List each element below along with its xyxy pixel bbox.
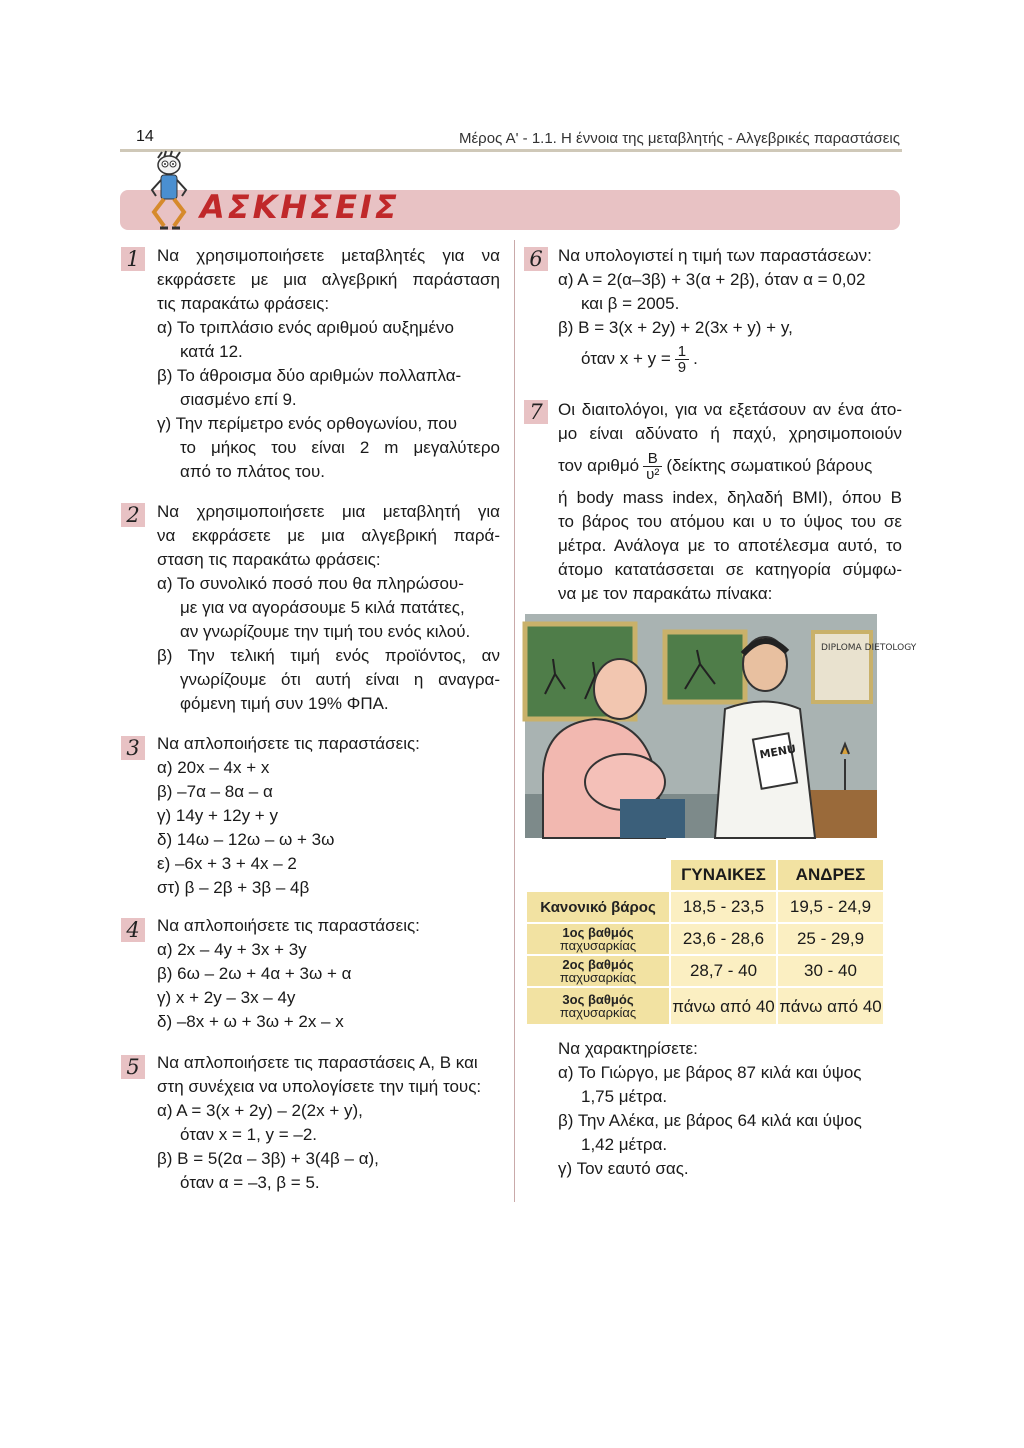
women-value: πάνω από 40 <box>671 988 776 1024</box>
text-line: με για να αγοράσουμε 5 κιλά πατάτες, <box>180 598 465 617</box>
exercise-number: 7 <box>524 400 548 424</box>
row-label <box>527 956 669 986</box>
table-row <box>527 892 883 922</box>
condition-end: . <box>693 349 698 368</box>
text-line: γ) Την περίμετρο ενός ορθογωνίου, που <box>157 414 458 433</box>
text-line: β) Την Αλέκα, με βάρος 64 κιλά και ύψος <box>558 1111 862 1130</box>
women-value: 18,5 - 23,5 <box>671 892 776 922</box>
text-line: αν γνωρίζουμε την τιμή του ενός κιλού. <box>180 622 471 641</box>
table-header-row <box>527 860 883 890</box>
fraction-numerator: Β <box>643 451 662 467</box>
bmi-fraction <box>643 451 662 482</box>
exercise-1 <box>157 244 500 484</box>
text-line: γνωρίζουμε ότι αυτή είναι η αναγρα- <box>180 670 500 689</box>
exercise-2 <box>157 500 500 716</box>
exercise-number: 5 <box>121 1055 145 1079</box>
fraction-denominator: 9 <box>677 359 687 377</box>
text-line: β) Την τελική τιμή ενός προϊόντος, αν <box>157 646 500 665</box>
text-line: γ) x + 2y – 3x – 4y <box>157 988 296 1007</box>
exercise-4 <box>157 914 500 1034</box>
cartoon-illustration <box>525 614 917 838</box>
text-line: 1,75 μέτρα. <box>581 1087 668 1106</box>
row-label-sub: παχυσαρκίας <box>559 970 637 985</box>
text-line: τις παρακάτω φράσεις: <box>157 294 330 313</box>
text-line: μέτρα. Ανάλογα με το αποτέλεσμα αυτό, το <box>558 536 902 555</box>
text-line: τον αριθμό <box>558 456 640 475</box>
exercise-7-questions <box>558 1037 902 1181</box>
exercise-3 <box>157 732 500 900</box>
text-line: α) Το συνολικό ποσό που θα πληρώσου- <box>157 574 464 593</box>
running-header-title: Μέρος Α' - 1.1. Η έννοια της μεταβλητής - Αλγεβρικές παραστάσεις <box>459 130 900 147</box>
text-line: β) Β = 3(x + 2y) + 2(3x + y) + y, <box>558 318 793 337</box>
bmi-table <box>525 858 885 1026</box>
table-row <box>527 924 883 954</box>
text-line: όταν α = –3, β = 5. <box>180 1173 320 1192</box>
men-value: 19,5 - 24,9 <box>778 892 883 922</box>
text-line: α) Α = 2(α–3β) + 3(α + 2β), όταν α = 0,02 <box>558 270 866 289</box>
text-line: όταν x = 1, y = –2. <box>180 1125 318 1144</box>
text-line: Να χρησιμοποιήσετε μια μεταβλητή για <box>157 502 500 521</box>
text-line: β) Το άθροισμα δύο αριθμών πολλαπλα- <box>157 366 462 385</box>
men-value: πάνω από 40 <box>778 988 883 1024</box>
menu-text: MENU <box>758 742 797 762</box>
header-divider <box>120 149 902 152</box>
exercise-6 <box>558 244 902 378</box>
condition-text: όταν x + y = <box>581 349 671 368</box>
text-line: στ) β – 2β + 3β – 4β <box>157 878 310 897</box>
text-line: β) 6ω – 2ω + 4α + 3ω + α <box>157 964 352 983</box>
text-line: σταση τις παρακάτω φράσεις: <box>157 550 381 569</box>
row-label-sub: παχυσαρκίας <box>559 1005 637 1020</box>
text-line: ε) –6x + 3 + 4x – 2 <box>157 854 297 873</box>
text-line: κατά 12. <box>180 342 243 361</box>
text-line: β) Β = 5(2α – 3β) + 3(4β – α), <box>157 1149 379 1168</box>
text-line: Να απλοποιήσετε τις παραστάσεις: <box>157 734 420 753</box>
condition-line <box>558 340 902 378</box>
text-line: α) Α = 3(x + 2y) – 2(2x + y), <box>157 1101 363 1120</box>
mascot-figure-icon <box>144 150 196 232</box>
row-label-main: 1ος βαθμός <box>562 925 634 940</box>
column-divider <box>514 240 515 1202</box>
dietitian-cartoon <box>525 614 917 838</box>
exercise-number: 1 <box>121 247 145 271</box>
row-label <box>527 988 669 1024</box>
exercises-title: ΑΣΚΗΣΕΙΣ <box>200 188 400 226</box>
diploma-text: DIPLOMA DIETOLOGY <box>821 643 917 653</box>
text-line: από το πλάτος του. <box>180 462 325 481</box>
text-line: φόμενη τιμή συν 19% ΦΠΑ. <box>180 694 389 713</box>
exercise-number: 2 <box>121 503 145 527</box>
women-value: 28,7 - 40 <box>671 956 776 986</box>
table-row <box>527 956 883 986</box>
text-line: να με τον παρακάτω πίνακα: <box>558 584 773 603</box>
text-line: α) Το Γιώργο, με βάρος 87 κιλά και ύψος <box>558 1063 862 1082</box>
row-label-main: 3ος βαθμός <box>562 992 634 1007</box>
text-line: το βάρος του ατόμου και υ το ύψος του σε <box>558 512 902 531</box>
text-line: γ) Τον εαυτό σας. <box>558 1159 689 1178</box>
text-line: μο είναι αδύνατο ή παχύ, χρησιμοποιούν <box>558 424 902 443</box>
text-line: εκφράσετε με μια αλγεβρική παράσταση <box>157 270 500 289</box>
text-line: (δείκτης σωματικού βάρους <box>666 456 873 475</box>
row-label-sub: παχυσαρκίας <box>559 938 637 953</box>
text-line: α) 2x – 4y + 3x + 3y <box>157 940 307 959</box>
column-header-men: ΑΝΔΡΕΣ <box>778 860 883 890</box>
text-line: α) Το τριπλάσιο ενός αριθμού αυξημένο <box>157 318 454 337</box>
text-line: και β = 2005. <box>581 294 680 313</box>
exercise-5 <box>157 1051 500 1195</box>
exercise-number: 6 <box>524 247 548 271</box>
text-line: Να απλοποιήσετε τις παραστάσεις: <box>157 916 420 935</box>
text-line: 1,42 μέτρα. <box>581 1135 668 1154</box>
text-line: β) –7α – 8α – α <box>157 782 273 801</box>
text-line: το μήκος του είναι 2 m μεγαλύτερο <box>180 438 500 457</box>
exercise-7 <box>558 398 902 606</box>
table-row <box>527 988 883 1024</box>
page-number: 14 <box>136 128 154 145</box>
row-label: Κανονικό βάρος <box>527 892 669 922</box>
men-value: 25 - 29,9 <box>778 924 883 954</box>
text-line: α) 20x – 4x + x <box>157 758 270 777</box>
text-line: Να απλοποιήσετε τις παραστάσεις Α, Β και <box>157 1053 478 1072</box>
men-value: 30 - 40 <box>778 956 883 986</box>
fraction-line <box>558 446 902 486</box>
column-header-women: ΓΥΝΑΙΚΕΣ <box>671 860 776 890</box>
text-line: άτομο κατατάσσεται σε κατηγορία σύμφω- <box>558 560 902 579</box>
text-line: δ) 14ω – 12ω – ω + 3ω <box>157 830 335 849</box>
exercise-number: 4 <box>121 918 145 942</box>
women-value: 23,6 - 28,6 <box>671 924 776 954</box>
text-line: να εκφράσετε με μια αλγεβρική παρά- <box>157 526 500 545</box>
text-line: Να χαρακτηρίσετε: <box>558 1039 698 1058</box>
exercise-number: 3 <box>121 736 145 760</box>
text-line: δ) –8x + ω + 3ω + 2x – x <box>157 1012 344 1031</box>
text-line: γ) 14y + 12y + y <box>157 806 278 825</box>
fraction-denominator: υ² <box>646 466 660 484</box>
text-line: σιασμένο επί 9. <box>180 390 297 409</box>
empty-corner-cell <box>527 860 669 890</box>
text-line: στη συνέχεια να υπολογίσετε την τιμή τους: <box>157 1077 482 1096</box>
fraction-numerator: 1 <box>675 344 689 360</box>
text-line: Να χρησιμοποιήσετε μεταβλητές για να <box>157 246 500 265</box>
fraction <box>675 344 689 375</box>
text-line: ή body mass index, δηλαδή ΒΜΙ), όπου Β <box>558 488 902 507</box>
text-line: Οι διαιτολόγοι, για να εξετάσουν αν ένα άτο- <box>558 400 902 419</box>
row-label-main: 2ος βαθμός <box>562 957 634 972</box>
text-line: Να υπολογιστεί η τιμή των παραστάσεων: <box>558 246 872 265</box>
row-label <box>527 924 669 954</box>
